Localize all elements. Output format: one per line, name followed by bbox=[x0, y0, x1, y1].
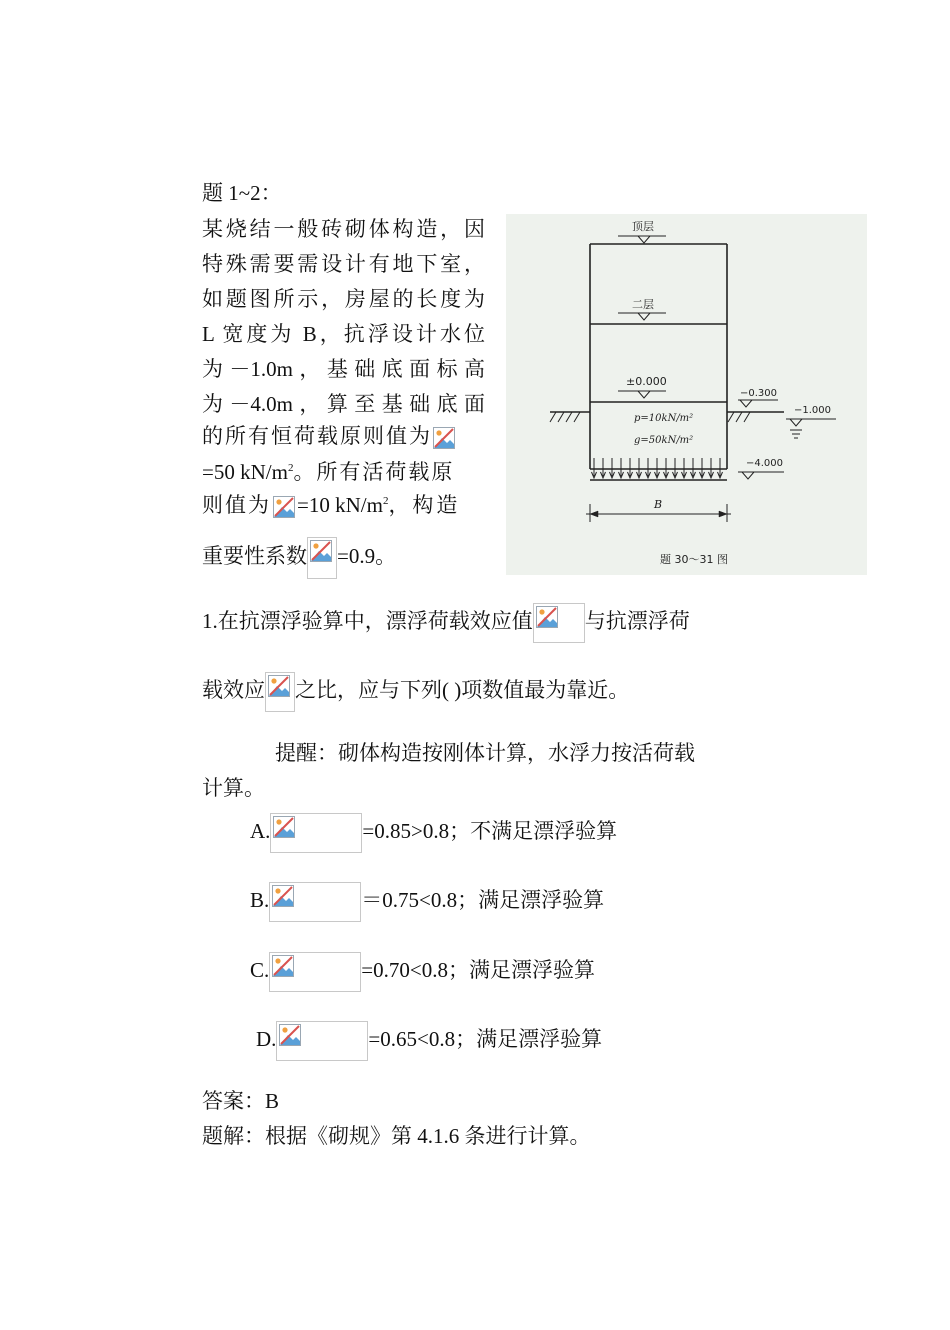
broken-image-icon bbox=[268, 675, 290, 697]
unit-superscript: 2 bbox=[287, 462, 294, 474]
label-width-b: B bbox=[654, 498, 663, 511]
intro-line-2: 特殊需要需设计有地下室， bbox=[202, 252, 485, 276]
solution: 题解：根据《砌规》第 4.1.6 条进行计算。 bbox=[202, 1124, 591, 1148]
label-p-load: p=10kN/m² bbox=[634, 413, 694, 424]
importance-factor-value: =0.9。 bbox=[337, 543, 397, 568]
formula-image-gk bbox=[432, 425, 456, 451]
intro-line-8 bbox=[202, 459, 454, 486]
uplift-arrows bbox=[592, 458, 723, 478]
live-load-value: =10 kN/m bbox=[297, 493, 383, 517]
hint-line-1: 提醒：砌体构造按刚体计算，水浮力按活荷载 bbox=[275, 741, 695, 765]
intro-line-3: 如题图所示，房屋的长度为 bbox=[202, 287, 485, 311]
option-c-letter: C. bbox=[250, 957, 270, 982]
intro-line-8-tail: 。所有活荷载原 bbox=[293, 460, 455, 484]
intro-line-10 bbox=[202, 537, 396, 579]
option-b[interactable] bbox=[250, 882, 604, 922]
broken-image-icon bbox=[536, 606, 558, 628]
option-c[interactable] bbox=[250, 952, 595, 992]
label-g-load: g=50kN/m² bbox=[634, 435, 694, 446]
formula-image-sw bbox=[533, 603, 585, 643]
question-text-a: 1.在抗漂浮验算中，漂浮荷载效应值 bbox=[202, 608, 533, 633]
option-b-text: ＝0.75<0.8；满足漂浮验算 bbox=[361, 887, 605, 912]
option-a[interactable] bbox=[250, 813, 617, 853]
intro-line-6: 为－4.0m，算至基础底面 bbox=[202, 392, 485, 416]
formula-image-option-d bbox=[276, 1021, 368, 1061]
dead-load-value: =50 kN/m bbox=[202, 460, 288, 484]
broken-image-icon bbox=[433, 427, 455, 449]
formula-image-option-a bbox=[270, 813, 362, 853]
intro-line-10-head: 重要性系数 bbox=[202, 543, 307, 568]
formula-image-qk bbox=[271, 494, 297, 520]
label-second-floor: 二层 bbox=[632, 298, 654, 311]
intro-line-7 bbox=[202, 423, 456, 451]
formula-image-sr bbox=[265, 672, 295, 712]
question-text-c: 载效应 bbox=[202, 677, 265, 702]
question-line-2 bbox=[202, 672, 629, 712]
intro-line-9-head: 则值为 bbox=[202, 493, 271, 517]
hint-line-2: 计算。 bbox=[202, 776, 265, 800]
question-line-1 bbox=[202, 603, 690, 643]
label-zero-level: ±0.000 bbox=[626, 375, 667, 388]
formula-image-option-b bbox=[269, 882, 361, 922]
option-c-text: =0.70<0.8；满足漂浮验算 bbox=[361, 957, 595, 982]
broken-image-icon bbox=[272, 885, 294, 907]
question-text-d: 之比，应与下列( )项数值最为靠近。 bbox=[295, 677, 630, 702]
building-section-figure bbox=[506, 214, 867, 575]
intro-line-5: 为－1.0m，基础底面标高 bbox=[202, 357, 485, 381]
broken-image-icon bbox=[273, 496, 295, 518]
option-d[interactable] bbox=[256, 1021, 602, 1061]
option-b-letter: B. bbox=[250, 887, 270, 912]
broken-image-icon bbox=[272, 955, 294, 977]
intro-line-9-tail: ，构造 bbox=[388, 493, 461, 517]
intro-line-4: L 宽度为 B，抗浮设计水位 bbox=[202, 322, 485, 346]
option-a-letter: A. bbox=[250, 818, 271, 843]
problem-title: 题 1~2： bbox=[202, 181, 282, 205]
label-minus-0300: −0.300 bbox=[740, 388, 778, 399]
section-diagram bbox=[506, 214, 867, 575]
intro-line-7-text: 的所有恒荷载原则值为 bbox=[202, 424, 432, 448]
intro-line-1: 某烧结一般砖砌体构造，因 bbox=[202, 217, 485, 241]
broken-image-icon bbox=[279, 1024, 301, 1046]
answer: 答案：B bbox=[202, 1089, 280, 1113]
label-minus-1000: −1.000 bbox=[794, 405, 832, 416]
option-a-text: =0.85>0.8；不满足漂浮验算 bbox=[362, 818, 618, 843]
label-minus-4000: −4.000 bbox=[746, 458, 784, 469]
figure-caption: 题 30～31 图 bbox=[660, 553, 728, 566]
formula-image-gamma0 bbox=[307, 537, 337, 579]
broken-image-icon bbox=[310, 540, 332, 562]
question-text-b: 与抗漂浮荷 bbox=[584, 608, 690, 633]
label-top-floor: 顶层 bbox=[632, 220, 654, 233]
option-d-text: =0.65<0.8；满足漂浮验算 bbox=[368, 1026, 603, 1051]
unit-superscript: 2 bbox=[382, 495, 389, 507]
intro-line-9 bbox=[202, 492, 460, 520]
formula-image-option-c bbox=[269, 952, 361, 992]
option-d-letter: D. bbox=[256, 1026, 277, 1051]
broken-image-icon bbox=[273, 816, 295, 838]
